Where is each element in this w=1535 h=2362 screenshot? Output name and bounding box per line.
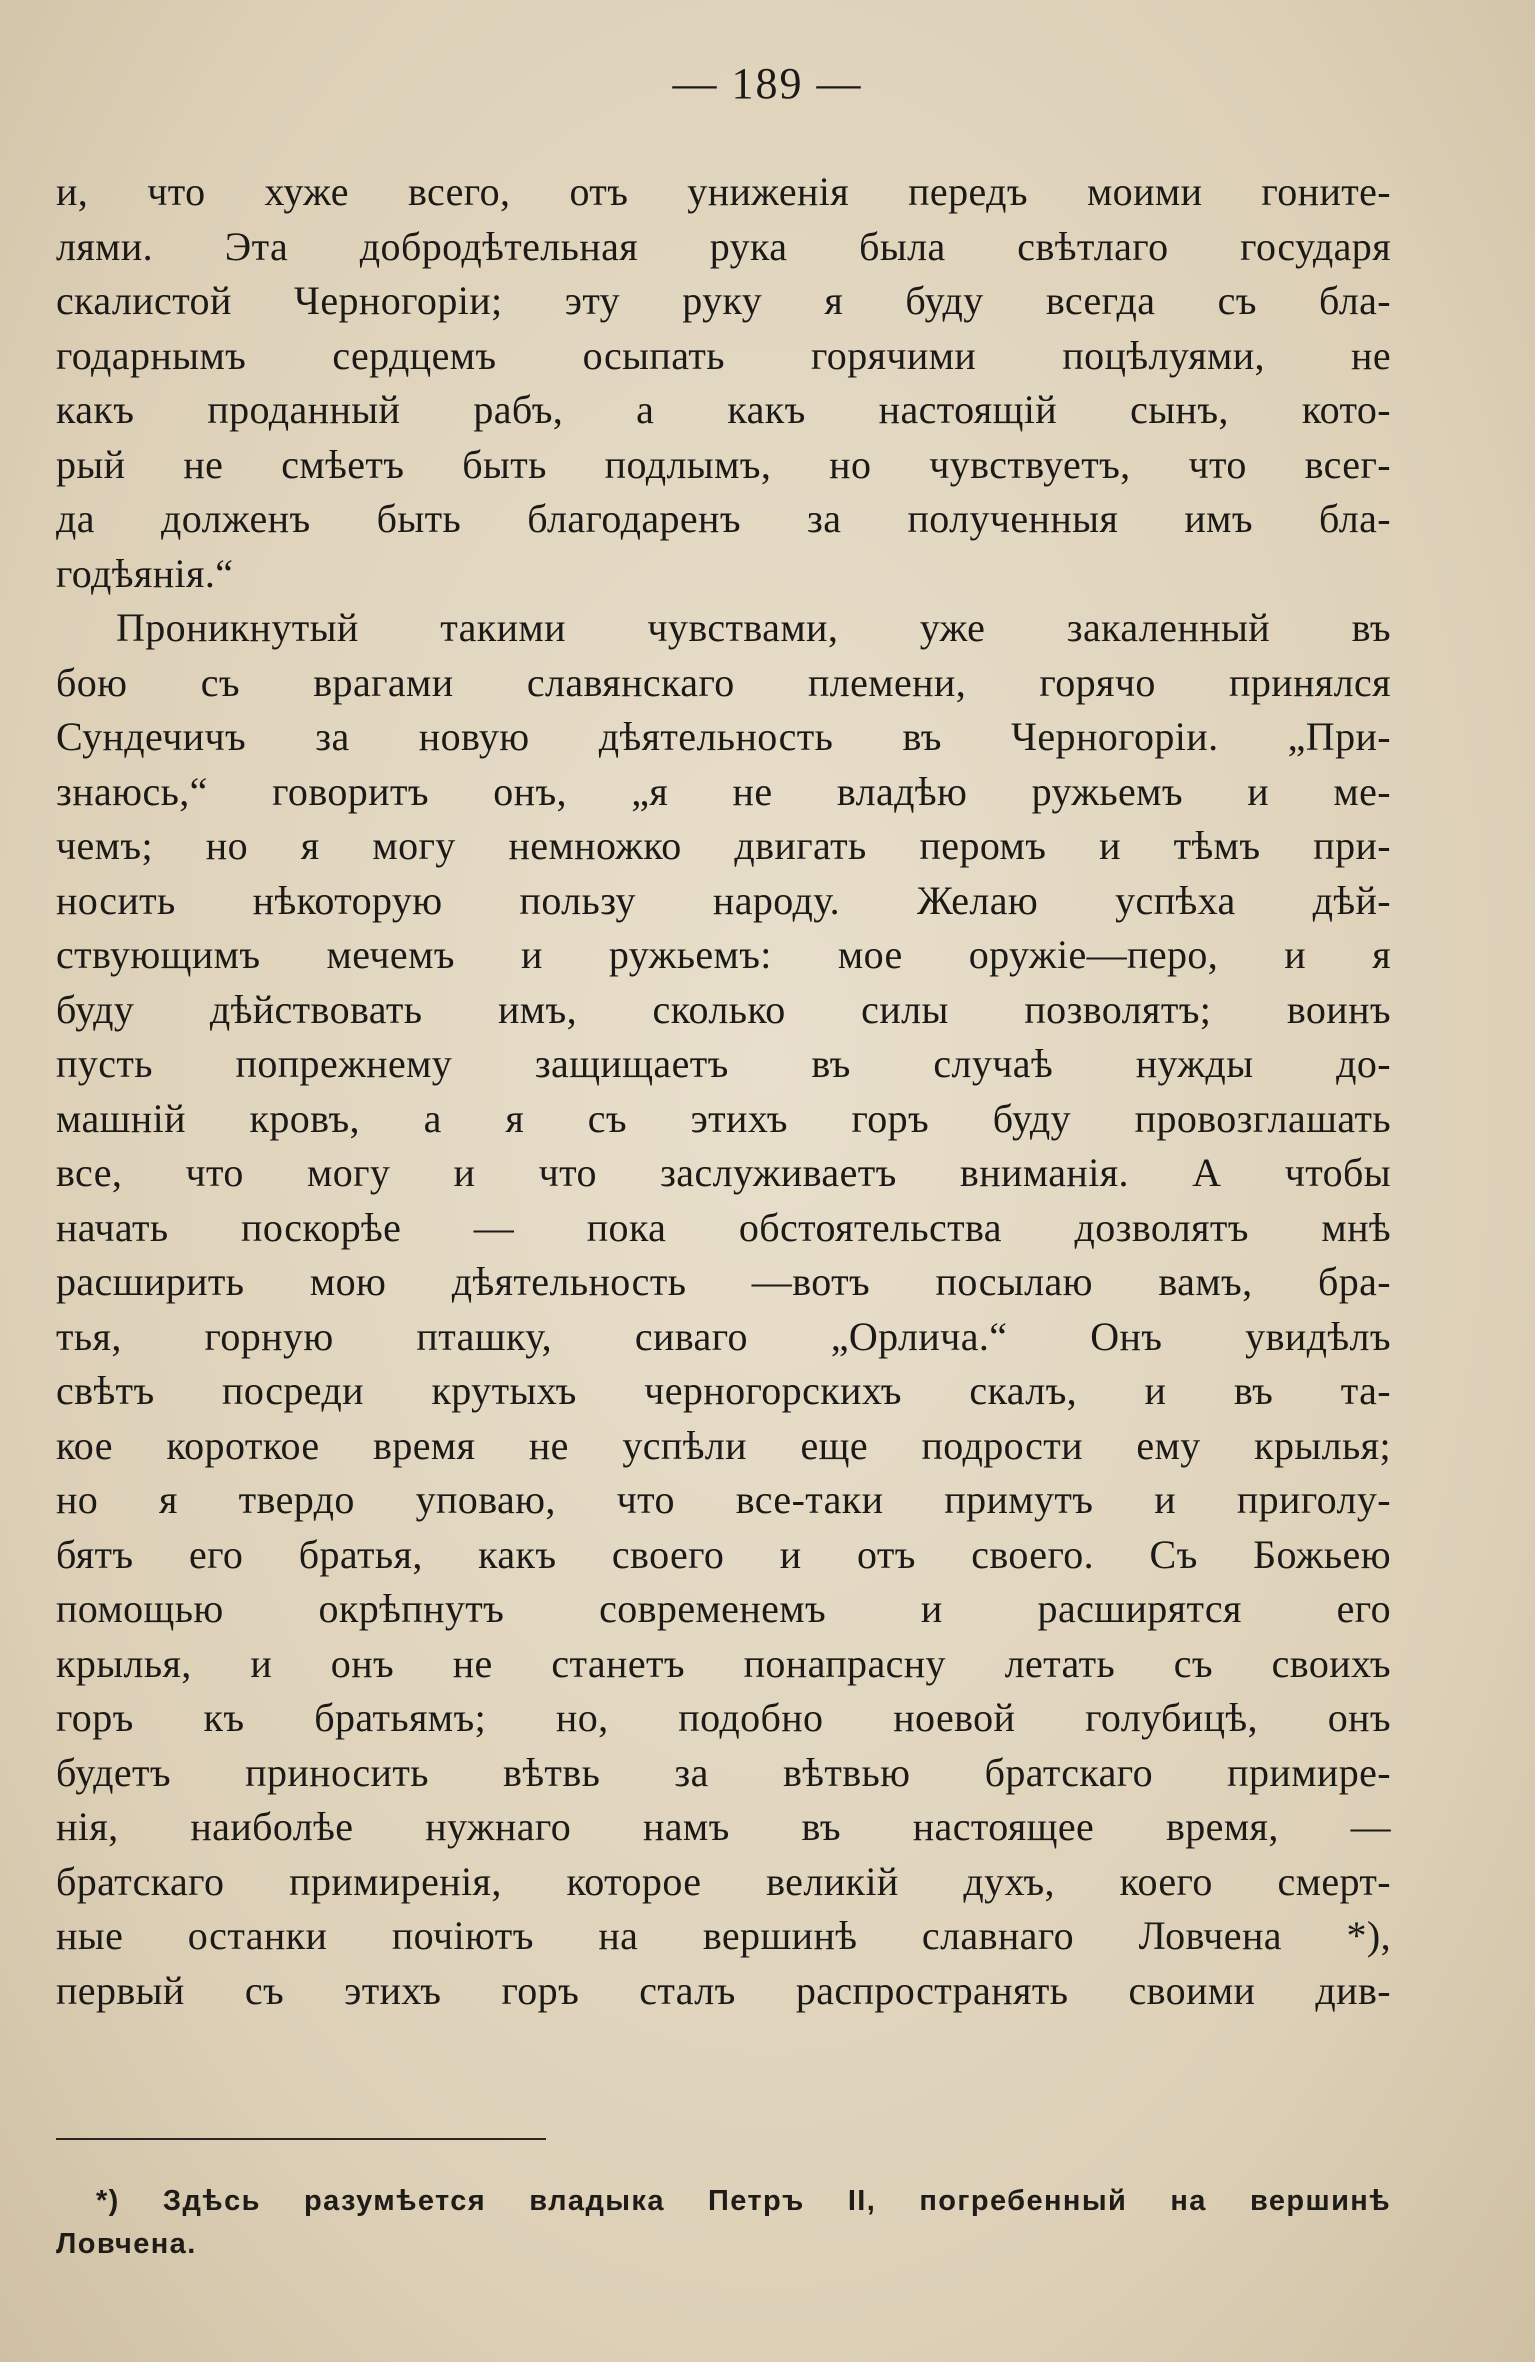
- text-line: машній кровъ, а я съ этихъ горъ буду провозглашать: [56, 1095, 1391, 1141]
- footnote-line: *) Здѣсь разумѣется владыка Петръ II, погребенный на вершинѣ: [96, 2185, 1391, 2217]
- text-line: скалистой Черногоріи; эту руку я буду всегда съ бла-: [56, 278, 1391, 323]
- text-line: носить нѣкоторую пользу народу. Желаю успѣха дѣй-: [56, 877, 1391, 923]
- text-line: Сундечичъ за новую дѣятельность въ Черногоріи. „При-: [56, 714, 1391, 759]
- text-line: все, что могу и что заслуживаетъ вниманія. А чтобы: [56, 1150, 1391, 1195]
- text-line: расширить мою дѣятельность —вотъ посылаю вамъ, бра-: [56, 1259, 1391, 1304]
- text-line: знаюсь,“ говоритъ онъ, „я не владѣю ружьемъ и ме-: [56, 768, 1391, 814]
- text-line: какъ проданный рабъ, а какъ настоящій сынъ, кото-: [56, 387, 1391, 432]
- footnote: [56, 2180, 1391, 2266]
- text-line: но я твердо уповаю, что все-таки примутъ и приголу-: [56, 1477, 1391, 1522]
- text-line: буду дѣйствовать имъ, сколько силы позволятъ; воинъ: [56, 986, 1391, 1032]
- text-line: будетъ приносить вѣтвь за вѣтвью братскаго примире-: [56, 1749, 1391, 1795]
- footnote-line: Ловчена.: [56, 2228, 197, 2260]
- text-line: первый съ этихъ горъ сталъ распространять своими див-: [56, 1967, 1391, 2013]
- text-line: нія, наиболѣе нужнаго намъ въ настоящее время, —: [56, 1804, 1391, 1849]
- text-line: годарнымъ сердцемъ осыпать горячими поцѣлуями, не: [56, 332, 1391, 378]
- text-line: рый не смѣетъ быть подлымъ, но чувствуетъ, что всег-: [56, 441, 1391, 487]
- page-number: — 189 —: [672, 59, 863, 108]
- text-line: чемъ; но я могу немножко двигать перомъ и тѣмъ при-: [56, 823, 1391, 868]
- text-line: братскаго примиренія, которое великій духъ, коего смерт-: [56, 1858, 1391, 1904]
- text-line: лями. Эта добродѣтельная рука была свѣтлаго государя: [56, 223, 1391, 269]
- body-text: [56, 165, 1391, 2018]
- text-line: ные останки почіютъ на вершинѣ славнаго Ловчена *),: [56, 1913, 1391, 1958]
- text-line: бятъ его братья, какъ своего и отъ своего. Съ Божьею: [56, 1531, 1391, 1577]
- footnote-separator: [56, 2138, 546, 2140]
- text-line: годѣянія.“: [56, 550, 234, 596]
- text-line: бою съ врагами славянскаго племени, горячо принялся: [56, 659, 1391, 705]
- text-line: горъ къ братьямъ; но, подобно ноевой голубицѣ, онъ: [56, 1695, 1391, 1740]
- text-line: начать поскорѣе — пока обстоятельства дозволятъ мнѣ: [56, 1204, 1391, 1250]
- text-line: пусть попрежнему защищаетъ въ случаѣ нужды до-: [56, 1041, 1391, 1086]
- text-line: крылья, и онъ не станетъ понапрасну летать съ своихъ: [56, 1640, 1391, 1686]
- paragraph-start-line: Проникнутый такими чувствами, уже закаленный въ: [116, 605, 1391, 650]
- text-line: свѣтъ посреди крутыхъ черногорскихъ скалъ, и въ та-: [56, 1368, 1391, 1413]
- text-line: ствующимъ мечемъ и ружьемъ: мое оружіе—перо, и я: [56, 932, 1391, 977]
- text-line: помощью окрѣпнутъ современемъ и расширятся его: [56, 1586, 1391, 1631]
- text-line: кое короткое время не успѣли еще подрости ему крылья;: [56, 1422, 1391, 1468]
- text-line: и, что хуже всего, отъ униженія передъ моими гоните-: [56, 169, 1391, 214]
- text-line: тья, горную пташку, сиваго „Орлича.“ Онъ увидѣлъ: [56, 1313, 1391, 1359]
- text-line: да долженъ быть благодаренъ за полученныя имъ бла-: [56, 496, 1391, 541]
